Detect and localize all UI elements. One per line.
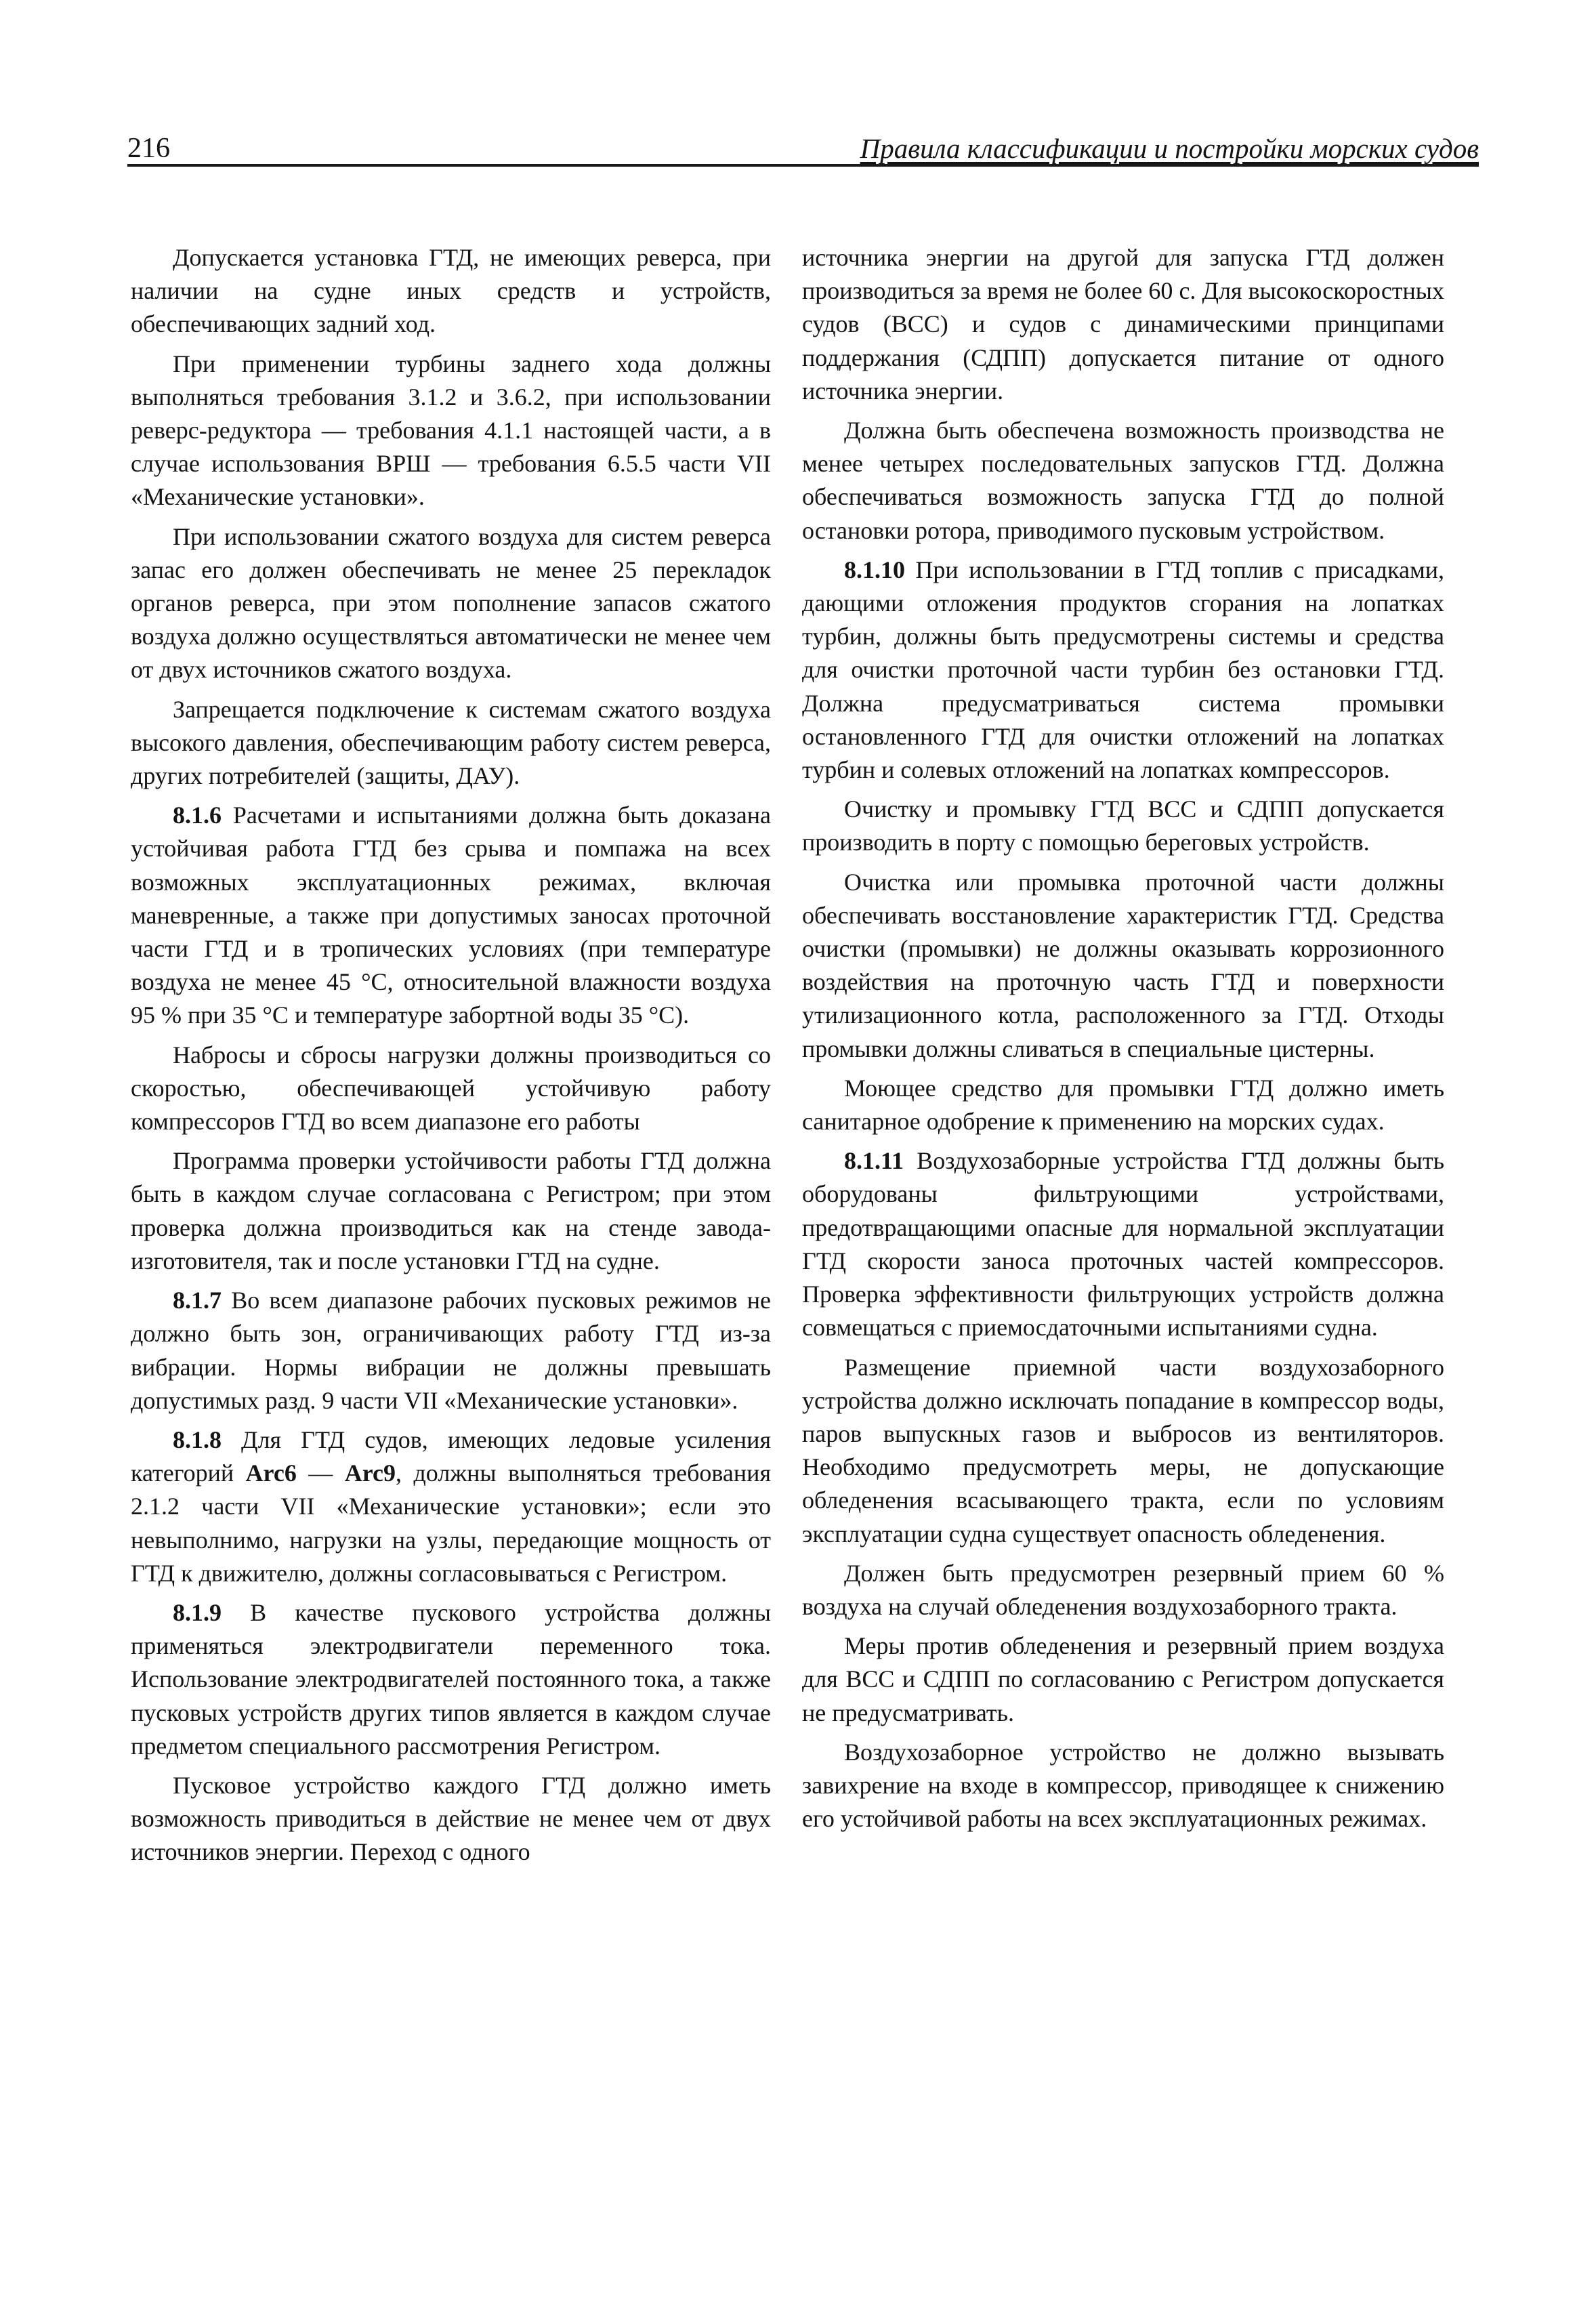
page-number: 216 — [127, 133, 170, 164]
right-column — [802, 241, 1444, 1842]
paragraph: При применении турбины заднего хода должны выполняться требования 3.1.2 и 3.6.2, при использовании реверс-редуктора — требования 4.1.1 настоящей части, а в случае использования ВРШ — требования 6.5.5 части VII «Механические установки». — [131, 350, 771, 511]
clause-number: 8.1.6 — [173, 802, 222, 829]
paragraph: Программа проверки устойчивости работы ГТД должна быть в каждом случае согласована с Регистром; при этом проверка должна производиться как на стенде завода-изготовителя, так и после установки ГТД на судне. — [131, 1147, 771, 1274]
paragraph: Размещение приемной части воздухозаборного устройства должно исключать попадание в компрессор воды, паров выпускных газов и выбросов из вентиляторов. Необходимо предусмотреть меры, не допускающие обледенения всасывающего тракта, если по условиям эксплуатации судна существует опасность обледенения. — [802, 1353, 1444, 1547]
clause-number: 8.1.8 — [173, 1426, 222, 1453]
clause-text: Воздухозаборные устройства ГТД должны быть оборудованы фильтрующими устройствами, предотвращающими опасные для нормальной эксплуатации ГТД скорости заноса проточных частей компрессоров. Проверка эффективности фильтрующих устройств должна совмещаться с приемосдаточными испытаниями судна. — [802, 1147, 1444, 1342]
clause-number: 8.1.10 — [844, 556, 905, 583]
paragraph: Запрещается подключение к системам сжатого воздуха высокого давления, обеспечивающим работу систем реверса, других потребителей (защиты, ДАУ). — [131, 695, 771, 790]
paragraph: При использовании сжатого воздуха для систем реверса запас его должен обеспечивать не менее 25 перекладок органов реверса, при этом пополнение запасов сжатого воздуха должно осуществляться автоматически не менее чем от двух источников сжатого воздуха. — [131, 522, 771, 684]
clause-8-1-8 — [131, 1423, 771, 1590]
header-rule — [127, 164, 1479, 167]
clause-8-1-10 — [802, 554, 1444, 787]
paragraph: Очистка или промывка проточной части должны обеспечивать восстановление характеристик ГТД. Средства очистки (промывки) не должны оказывать коррозионного воздействия на проточную часть ГТД и поверхности утилизационного котла, расположенного за ГТД. Отходы промывки должны сливаться в специальные цистерны. — [802, 868, 1444, 1062]
paragraph: Допускается установка ГТД, не имеющих реверса, при наличии на судне иных средств и устройств, обеспечивающих задний ход. — [131, 244, 771, 338]
clause-number: 8.1.9 — [173, 1598, 222, 1626]
clause-text: , должны выполняться требования 2.1.2 части VII «Механические установки»; если это невыполнимо, нагрузки на узлы, передающие мощность от ГТД к движителю, должны согласовываться с Регистром. — [131, 1459, 771, 1587]
clause-text: Во всем диапазоне рабочих пусковых режимов не должно быть зон, ограничивающих работу ГТД из-за вибрации. Нормы вибрации не должны превышать допустимых разд. 9 части VII «Механические установки». — [131, 1287, 771, 1414]
clause-text: При использовании в ГТД топлив с присадками, дающими отложения продуктов сгорания на лопатках турбин, должны быть предусмотрены системы и средства для очистки проточной части турбин без остановки ГТД. Должна предусматриваться система промывки остановленного ГТД для очистки отложений на лопатках турбин и солевых отложений на лопатках компрессоров. — [802, 556, 1444, 784]
ice-class-arc9: Arc9 — [344, 1459, 396, 1487]
clause-text: Для ГТД судов, имеющих ледовые усиления категорий — [131, 1426, 771, 1487]
clause-number: 8.1.7 — [173, 1287, 222, 1314]
clause-8-1-11 — [802, 1144, 1444, 1344]
paragraph: Моющее средство для промывки ГТД должно иметь санитарное одобрение к применению на морских судах. — [802, 1074, 1444, 1136]
clause-8-1-7 — [131, 1284, 771, 1417]
clause-number: 8.1.11 — [844, 1147, 904, 1175]
paragraph: Должна быть обеспечена возможность производства не менее четырех последовательных запусков ГТД. Должна обеспечиваться возможность запуска ГТД до полной остановки ротора, приводимого пусковым устройством. — [802, 417, 1444, 544]
running-title: Правила классификации и постройки морских судов — [860, 133, 1479, 164]
clause-8-1-6 — [131, 799, 771, 1032]
page-header — [127, 133, 1479, 164]
clause-text: — — [296, 1459, 345, 1487]
paragraph: Должен быть предусмотрен резервный прием 60 % воздуха на случай обледенения воздухозаборного тракта. — [802, 1559, 1444, 1620]
clause-text: В качестве пускового устройства должны применяться электродвигатели переменного тока. Использование электродвигателей постоянного тока, а также пусковых устройств других типов является в каждом случае предметом специального рассмотрения Регистром. — [131, 1598, 771, 1760]
paragraph-continuation: источника энергии на другой для запуска ГТД должен производиться за время не более 60 с. Для высокоскоростных судов (ВСС) и судов с динамическими принципами поддержания (СДПП) допускается питание от одного источника энергии. — [802, 244, 1444, 404]
clause-text: Расчетами и испытаниями должна быть доказана устойчивая работа ГТД без срыва и помпажа на всех возможных эксплуатационных режимах, включая маневренные, а также при допустимых заносах проточной части ГТД и в тропических условиях (при температуре воздуха не менее 45 °С, относительной влажности воздуха 95 % при 35 °С и температуре забортной воды 35 °С). — [131, 802, 771, 1029]
paragraph: Воздухозаборное устройство не должно вызывать завихрение на входе в компрессор, приводящее к снижению его устойчивой работы на всех эксплуатационных режимах. — [802, 1738, 1444, 1833]
paragraph: Пусковое устройство каждого ГТД должно иметь возможность приводиться в действие не менее чем от двух источников энергии. Переход с одного — [131, 1771, 771, 1866]
ice-class-arc6: Arc6 — [245, 1459, 297, 1487]
paragraph: Набросы и сбросы нагрузки должны производиться со скоростью, обеспечивающей устойчивую работу компрессоров ГТД во всем диапазоне его работы — [131, 1041, 771, 1136]
left-column — [131, 241, 771, 1875]
clause-8-1-9 — [131, 1596, 771, 1763]
paragraph: Меры против обледенения и резервный прием воздуха для ВСС и СДПП по согласованию с Регистром допускается не предусматривать. — [802, 1632, 1444, 1726]
paragraph: Очистку и промывку ГТД ВСС и СДПП допускается производить в порту с помощью береговых устройств. — [802, 795, 1444, 856]
